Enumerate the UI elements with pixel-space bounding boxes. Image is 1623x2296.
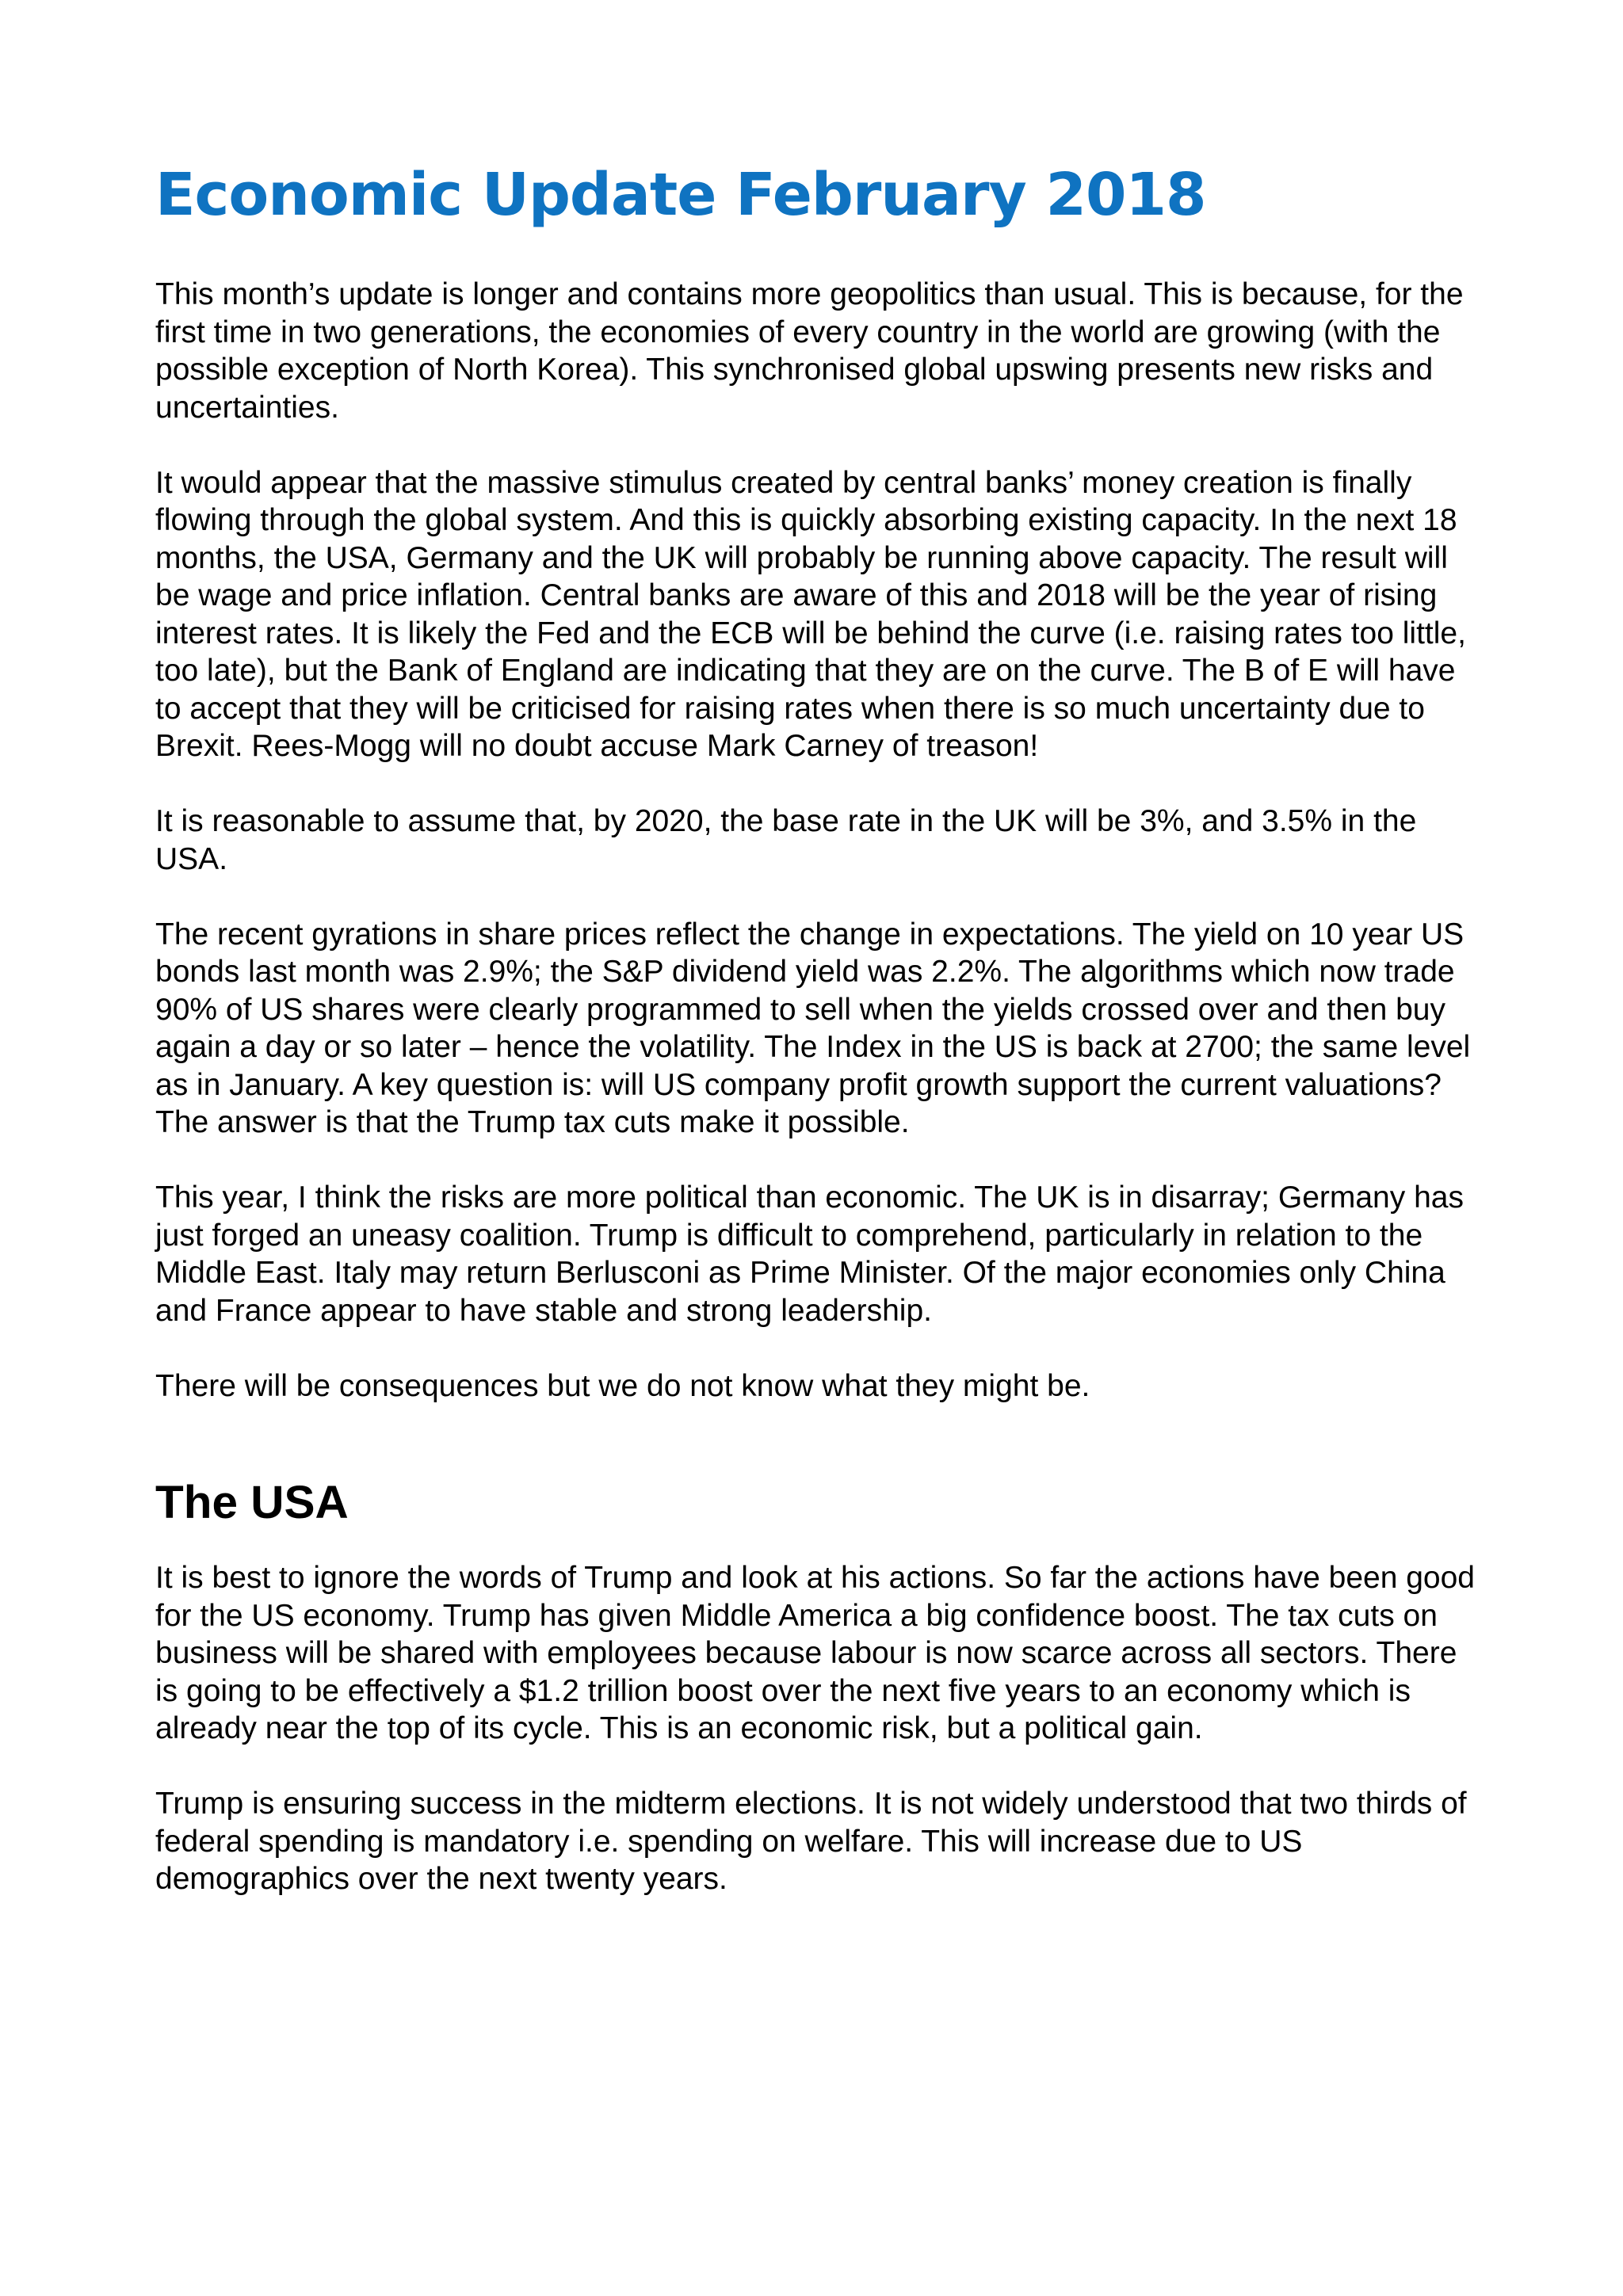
intro-paragraph-5: This year, I think the risks are more political than economic. The UK is in disarray; Germany has just forged an uneasy coalition. Trump is difficult to comprehend, particularly in relation to the Middle East. Italy may return Berlusconi as Prime Minister. Of the major economies only China and France appear to have stable and strong leadership.: [155, 1180, 1464, 1328]
intro-paragraph-3: It is reasonable to assume that, by 2020, the base rate in the UK will be 3%, and 3.5% in the USA.: [155, 804, 1417, 876]
intro-paragraph-4: The recent gyrations in share prices reflect the change in expectations. The yield on 10 year US bonds last month was 2.9%; the S&P dividend yield was 2.2%. The algorithms which now trade 90% of US shares were clearly programmed to sell when the yields crossed over and then buy again a day or so later – hence the volatility. The Index in the US is back at 2700; the same level as in January. A key question is: will US company profit growth support the current valuations? The answer is that the Trump tax cuts make it possible.: [155, 917, 1471, 1139]
intro-paragraph-2: It would appear that the massive stimulus created by central banks’ money creation is finally flowing through the global system. And this is quickly absorbing existing capacity. In the next 18 months, the USA, Germany and the UK will probably be running above capacity. The result will be wage and price inflation. Central banks are aware of this and 2018 will be the year of rising interest rates. It is likely the Fed and the ECB will be behind the curve (i.e. raising rates too little, too late), but the Bank of England are indicating that they are on the curve. The B of E will have to accept that they will be criticised for raising rates when there is so much uncertainty due to Brexit. Rees-Mogg will no doubt accuse Mark Carney of treason!: [155, 465, 1466, 763]
document-page: [155, 158, 1487, 1936]
document-title: Economic Update February 2018: [155, 161, 1206, 229]
section-heading-usa: The USA: [155, 1477, 349, 1528]
intro-paragraph-1: This month’s update is longer and contains more geopolitics than usual. This is because, for the first time in two generations, the economies of every country in the world are growing (with the possible exception of North Korea). This synchronised global upswing presents new risks and uncertainties.: [155, 277, 1464, 425]
usa-paragraph-1: It is best to ignore the words of Trump and look at his actions. So far the actions have been good for the US economy. Trump has given Middle America a big confidence boost. The tax cuts on business will be shared with employees because labour is now scarce across all sectors. There is going to be effectively a $1.2 trillion boost over the next five years to an economy which is already near the top of its cycle. This is an economic risk, but a political gain.: [155, 1561, 1475, 1745]
usa-paragraph-2: Trump is ensuring success in the midterm elections. It is not widely understood that two thirds of federal spending is mandatory i.e. spending on welfare. This will increase due to US demographics over the next twenty years.: [155, 1787, 1467, 1896]
intro-paragraph-6: There will be consequences but we do not know what they might be.: [155, 1368, 1090, 1403]
